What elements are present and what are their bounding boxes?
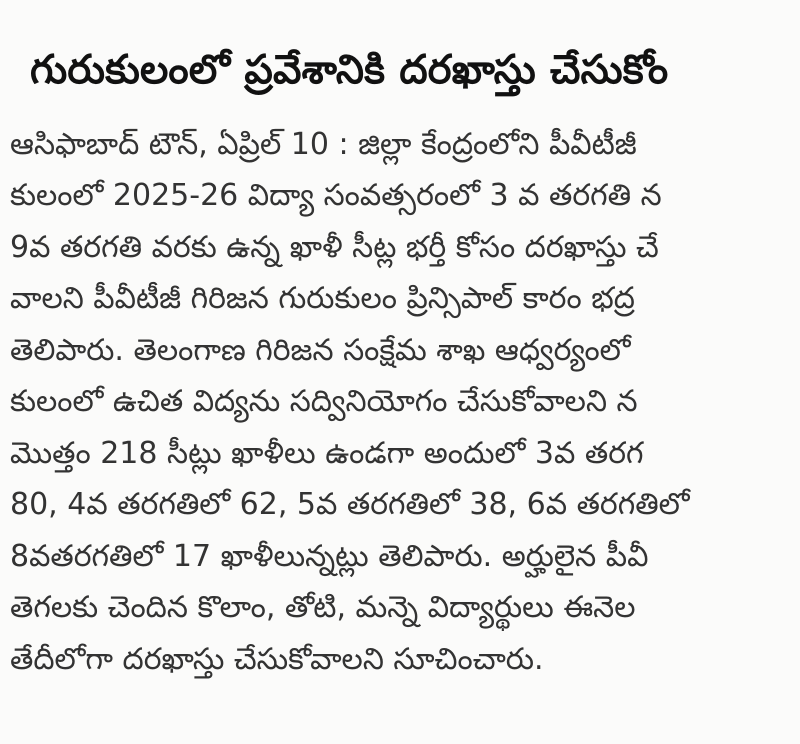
article-line-10: తెగలకు చెందిన కొలాం, తోటి, మన్నె విద్యార్థులు ఈనెల: [10, 590, 636, 625]
article-line-2: కులంలో 2025-26 విద్యా సంవత్సరంలో 3 వ తరగతి న: [10, 178, 662, 213]
article-line-4: వాలని పీవీటీజీ గిరిజన గురుకులం ప్రిన్సిపాల్ కారం భద్ర: [10, 281, 635, 316]
article-line-6: కులంలో ఉచిత విద్యను సద్వినియోగం చేసుకోవాలని న: [10, 384, 638, 419]
article-line-1: ఆసిఫాబాద్ టౌన్, ఏప్రిల్ 10 : జిల్లా కేంద్రంలోని పీవీటీజీ: [10, 127, 637, 162]
article-body: [10, 120, 800, 720]
article-line-3: 9వ తరగతి వరకు ఉన్న ఖాళీ సీట్ల భర్తీ కోసం దరఖాస్తు చే: [10, 230, 659, 265]
article-line-11: తేదీలోగా దరఖాస్తు చేసుకోవాలని సూచించారు.: [10, 642, 544, 677]
article-line-7: మొత్తం 218 సీట్లు ఖాళీలు ఉండగా అందులో 3వ తరగ: [10, 436, 644, 471]
article-line-9: 8వతరగతిలో 17 ఖాళీలున్నట్లు తెలిపారు. అర్హులైన పీవీ: [10, 539, 649, 574]
article-headline: గురుకులంలో ప్రవేశానికి దరఖాస్తు చేసుకోం: [30, 47, 669, 93]
top-cut-text: [0, 0, 800, 16]
bottom-cut-text: [0, 732, 800, 744]
article-line-5: తెలిపారు. తెలంగాణ గిరిజన సంక్షేమ శాఖ ఆధ్వర్యంలో: [10, 333, 631, 368]
article-line-8: 80, 4వ తరగతిలో 62, 5వ తరగతిలో 38, 6వ తరగతిలో: [10, 487, 690, 522]
